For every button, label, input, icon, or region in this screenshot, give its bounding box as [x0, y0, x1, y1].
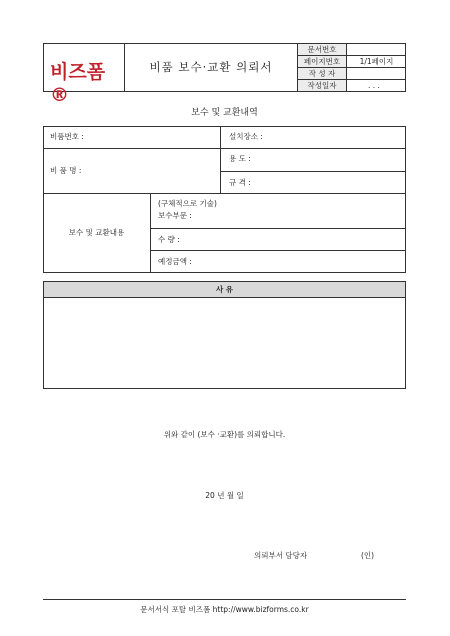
company-logo — [50, 57, 122, 106]
meta-label-date: 작성일자 — [307, 81, 337, 90]
meta-value-page-no[interactable]: 1/1페이지 — [359, 57, 394, 66]
item-number-label: 비품번호 : — [50, 132, 84, 141]
reason-header: 사 유 — [215, 285, 234, 294]
registered-mark: ® — [50, 84, 69, 106]
item-name-label: 비 품 명 : — [50, 166, 82, 175]
detail-note: (구체적으로 기술) — [158, 199, 217, 208]
meta-label-author: 작 성 자 — [308, 69, 336, 78]
meta-label-doc-no: 문서번호 — [307, 45, 337, 54]
section-title: 보수 및 교환내역 — [191, 108, 258, 118]
logo-text: 비즈폼 — [50, 61, 106, 83]
repair-part-label: 보수부문 : — [158, 211, 192, 220]
requester-label: 의뢰부서 담당자 — [254, 551, 308, 560]
request-date[interactable]: 20 년 월 일 — [205, 491, 244, 500]
quantity-label: 수 량 : — [158, 235, 180, 244]
request-statement: 위와 같이 (보수 ·교환)를 의뢰합니다. — [163, 430, 286, 439]
footer-divider — [43, 599, 406, 600]
reason-content-area[interactable] — [44, 298, 405, 388]
repair-content-label: 보수 및 교환내용 — [68, 228, 125, 237]
estimated-amount-label: 예정금액 : — [158, 257, 192, 266]
seal-mark: (인) — [361, 551, 375, 560]
footer-text: 문서서식 포탈 비즈폼 http://www.bizforms.co.kr — [140, 605, 309, 614]
usage-label: 용 도 : — [229, 154, 251, 163]
document-title: 비품 보수·교환 의뢰서 — [149, 60, 273, 74]
meta-value-date[interactable]: . . . — [368, 81, 380, 90]
install-place-label: 설치장소 : — [229, 132, 263, 141]
spec-label: 규 격 : — [229, 178, 251, 187]
meta-label-page-no: 페이지번호 — [303, 57, 341, 66]
